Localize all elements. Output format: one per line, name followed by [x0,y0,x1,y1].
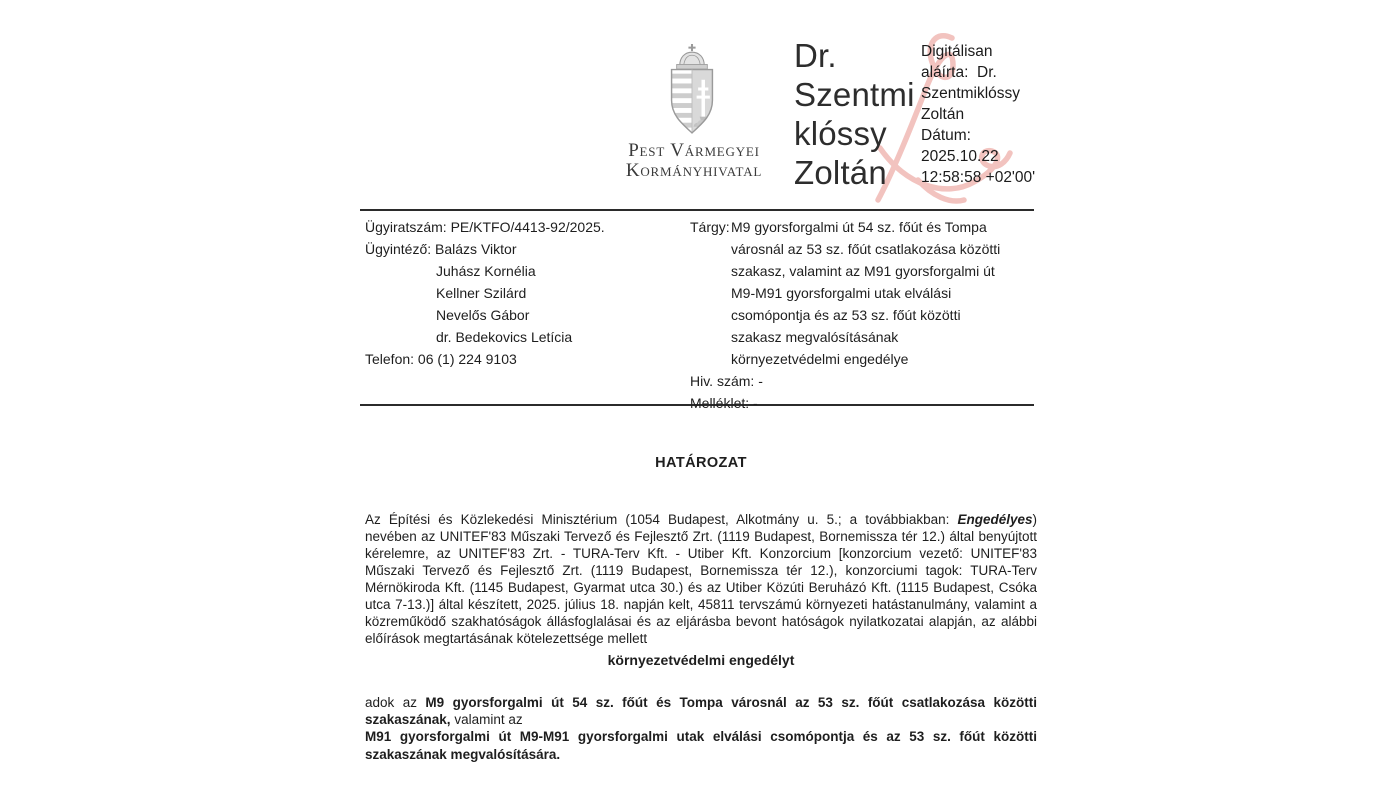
case-info-right [690,216,1000,414]
signature-details [921,41,1071,188]
text-segment: valamint az [450,712,523,728]
text-line: Ügyintéző: Balázs Viktor [365,241,517,257]
subject-label: Tárgy: [690,219,730,235]
text-line: Juhász Kornélia [436,263,536,279]
text-line: aláírta: Dr. [921,64,997,81]
decision-paragraph-3 [365,728,1037,762]
decision-title: HATÁROZAT [655,455,747,471]
text-segment: Az Építési és Közlekedési Minisztérium (1054 Budapest, Alkotmány u. 5.; a továbbiakban: [365,511,958,527]
text-line: Ügyiratszám: PE/KTFO/4413-92/2025. [365,219,605,235]
text-line: csomópontja és az 53 sz. főút közötti [731,307,961,323]
subject-text [731,216,1000,370]
text-line: Digitálisan [921,43,993,60]
text-line: klóssy [794,115,887,152]
authority-name-line1: Pest Vármegyei [628,140,760,161]
text-segment: M9 gyorsforgalmi út 54 sz. főút és Tompa városnál az 53 sz. főút csatlakozása közötti szakaszának, [365,695,1037,728]
text-line: Zoltán [921,106,965,123]
decision-paragraph-1 [365,511,1037,647]
text-line: M9-M91 gyorsforgalmi utak elválási [731,285,952,301]
text-segment: M91 gyorsforgalmi út M9-M91 gyorsforgalmi utak elválási csomópontja és az 53 sz. főút közötti szakaszának megvalósítására. [365,729,1037,762]
decision-subtitle: környezetvédelmi engedélyt [607,652,795,668]
text-line: 12:58:58 +02'00' [921,169,1036,186]
attachment: Melléklet: - [690,395,758,411]
subject-row [690,216,1000,370]
text-line: szakasz, valamint az M91 gyorsforgalmi út [731,263,995,279]
text-line: városnál az 53 sz. főút csatlakozása közötti [731,241,1001,257]
text-line: környezetvédelmi engedélye [731,351,909,367]
authority-name [560,141,828,181]
text-line: Dr. [794,37,837,74]
text-line: Telefon: 06 (1) 224 9103 [365,351,517,367]
text-line: Szentmiklóssy [921,85,1021,102]
reference-number: Hiv. szám: - [690,373,763,389]
authority-name-line2: Kormányhivatal [625,160,763,181]
text-line: 2025.10.22 [921,148,999,165]
text-line: Zoltán [794,154,887,191]
text-segment: Engedélyes [957,511,1033,527]
text-line: M9 gyorsforgalmi út 54 sz. főút és Tompa [731,219,987,235]
text-line: Dátum: [921,127,971,144]
decision-paragraph-2 [365,694,1037,728]
text-line: szakasz megvalósításának [731,329,899,345]
text-line: dr. Bedekovics Letícia [436,329,573,345]
decision-final-paragraphs [365,694,1037,763]
text-line: Szentmi [794,76,915,113]
text-segment: ) nevében az UNITEF'83 Műszaki Tervező és Fejlesztő Zrt. (1119 Budapest, Bornemissza tér 12.) által benyújtott kérelemre, az UNITEF'83 Zrt. - TURA-Terv Kft. - Utiber Kft. Konzorcium [konzorcium vezető: UNITEF'83 Műszaki Tervező és Fejlesztő Zrt. (1119 Budapest, Bornemissza tér 12.), konzorciumi tagok: TURA-Terv Mérnökiroda Kft. (1145 Budapest, Gyarmat utca 30.) és az Utiber Közúti Beruházó Kft. (1115 Budapest, Csóka utca 7-13.)] által készített, 2025. július 18. napján kelt, 45811 tervszámú környezeti hatástanulmány, valamint a közreműködő szakhatóságok állásfoglalásai és az eljárásba bevont hatóságok nyilatkozatai alapján, az alábbi előírások megtartásának kötelezettsége mellett [365,511,1037,646]
text-segment: adok az [365,695,426,710]
text-line: Kellner Szilárd [436,285,527,301]
text-line: Nevelős Gábor [436,307,530,323]
hungarian-coat-of-arms-icon [659,43,725,137]
case-info-left [365,216,605,370]
